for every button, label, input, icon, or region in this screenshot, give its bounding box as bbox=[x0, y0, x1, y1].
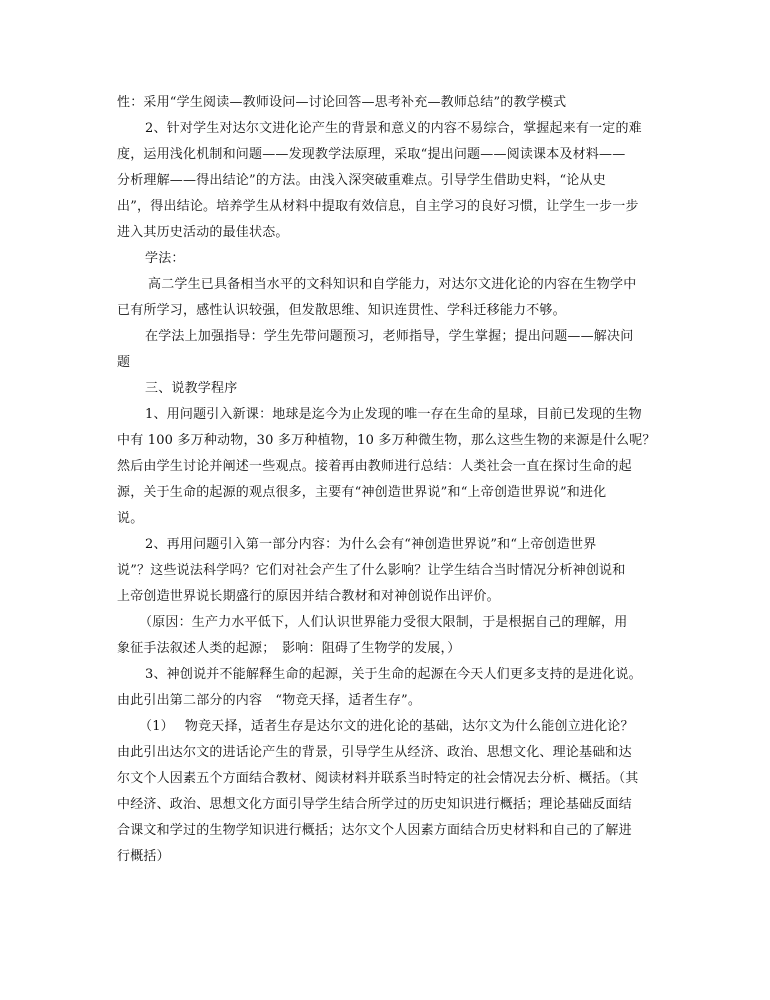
text-line: 已有所学习，感性认识较强，但发散思维、知识连贯性、学科迁移能力不够。 bbox=[117, 303, 566, 318]
text-line: 度，运用浅化机制和问题——发现教学法原理，采取“提出问题——阅读课本及材料—— bbox=[117, 147, 626, 162]
text-line: 3、神创说并不能解释生命的起源，关于生命的起源在今天人们更多支持的是进化说。 bbox=[145, 667, 642, 682]
text-line: 性：采用“学生阅读—教师设问—讨论回答—思考补充—教师总结”的教学模式 bbox=[117, 95, 567, 110]
text-line: 2、再用问题引入第一部分内容：为什么会有“神创造世界说”和“上帝创造世界 bbox=[145, 537, 597, 552]
text-line: 尔文个人因素五个方面结合教材、阅读材料并联系当时特定的社会情况去分析、概括。（其 bbox=[117, 771, 639, 786]
text-line: 源，关于生命的起源的观点很多，主要有“神创造世界说”和“上帝创造世界说”和进化 bbox=[117, 485, 607, 500]
text-line: 上帝创造世界说长期盛行的原因并结合教材和对神创说作出评价。 bbox=[117, 589, 500, 604]
text-line: 说”？这些说法科学吗？它们对社会产生了什么影响？让学生结合当时情况分析神创说和 bbox=[117, 563, 626, 578]
text-line: 合课文和学过的生物学知识进行概括；达尔文个人因素方面结合历史材料和自己的了解进 bbox=[117, 823, 632, 838]
text-line: 高二学生已具备相当水平的文科知识和自学能力，对达尔文进化论的内容在生物学中 bbox=[148, 277, 637, 292]
text-line: 行概括） bbox=[117, 849, 170, 864]
text-line: 学法： bbox=[145, 251, 185, 266]
text-line: 然后由学生讨论并阐述一些观点。接着再由教师进行总结：人类社会一直在探讨生命的起 bbox=[117, 459, 632, 474]
text-line: 中有 100 多万种动物，30 多万种植物，10 多万种微生物，那么这些生物的来源是什么呢？ bbox=[117, 433, 656, 448]
text-line: 三、说教学程序 bbox=[145, 381, 238, 396]
text-line: 中经济、政治、思想文化方面引导学生结合所学过的历史知识进行概括；理论基础反面结 bbox=[117, 797, 632, 812]
text-line: 2、针对学生对达尔文进化论产生的背景和意义的内容不易综合，掌握起来有一定的难 bbox=[145, 121, 642, 136]
text-line: 进入其历史活动的最佳状态。 bbox=[117, 225, 289, 240]
text-line: （原因：生产力水平低下，人们认识世界能力受很大限制，于是根据自己的理解，用 bbox=[139, 615, 628, 630]
text-line: 分析理解——得出结论”的方法。由浅入深突破重难点。引导学生借助史料，“论从史 bbox=[117, 173, 606, 188]
text-line: 象征手法叙述人类的起源； 影响：阻碍了生物学的发展，） bbox=[117, 641, 461, 656]
text-line: 题 bbox=[117, 355, 131, 370]
text-line: 由此引出达尔文的进话论产生的背景，引导学生从经济、政治、思想文化、理论基础和达 bbox=[117, 745, 632, 760]
document-body bbox=[117, 90, 657, 870]
text-line: 出”，得出结论。培养学生从材料中提取有效信息，自主学习的良好习惯，让学生一步一步 bbox=[117, 199, 639, 214]
text-line: 说。 bbox=[117, 511, 144, 526]
text-line: 由此引出第二部分的内容 “物竞天择，适者生存”。 bbox=[117, 693, 422, 708]
text-line: （1） 物竞天择，适者生存是达尔文的进化论的基础，达尔文为什么能创立进化论？ bbox=[139, 719, 634, 734]
text-line: 在学法上加强指导：学生先带问题预习，老师指导，学生掌握；提出问题——解决问 bbox=[145, 329, 634, 344]
text-line: 1、用问题引入新课：地球是迄今为止发现的唯一存在生命的星球，目前已发现的生物 bbox=[145, 407, 642, 422]
